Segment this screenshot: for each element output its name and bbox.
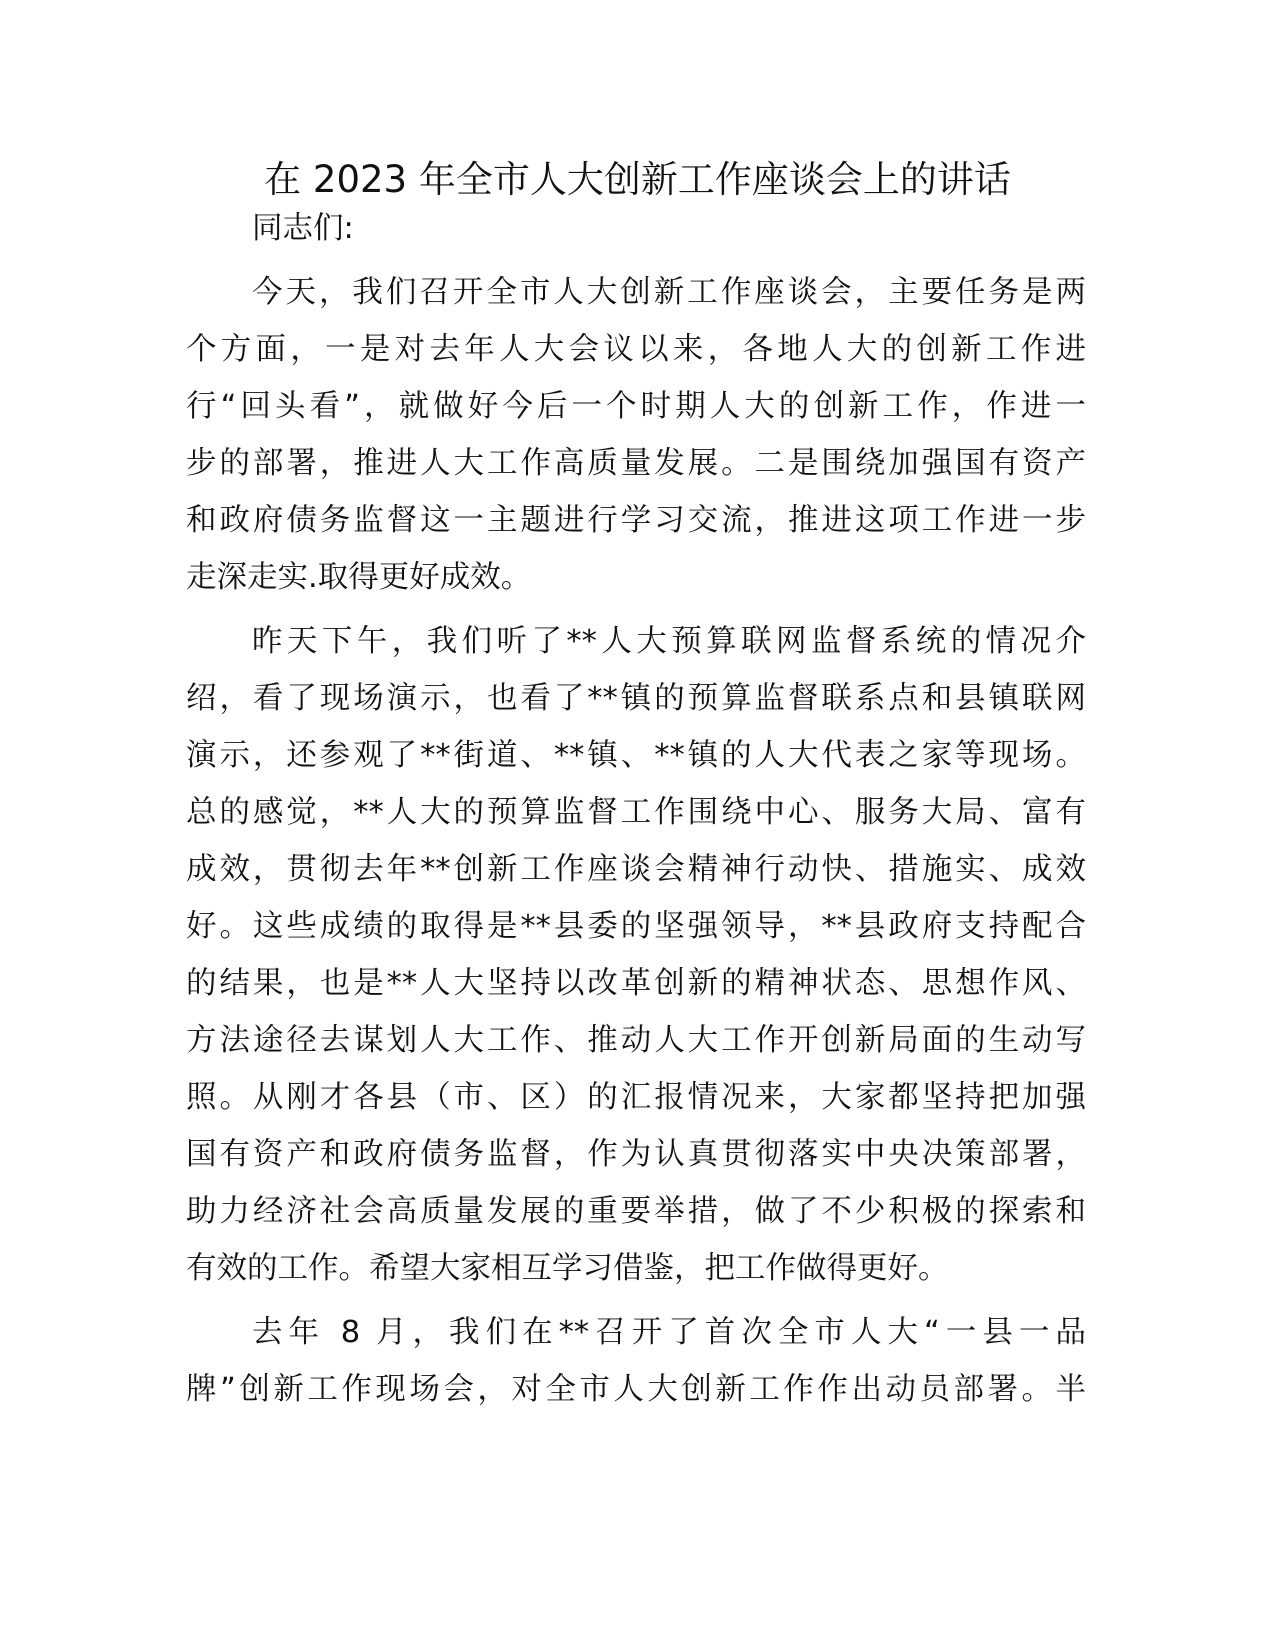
paragraph-line: 去年 8 月，我们在**召开了首次全市人大“一县一品 xyxy=(252,1315,1086,1350)
paragraph-line: 国有资产和政府债务监督，作为认真贯彻落实中央决策部署， xyxy=(186,1137,1086,1172)
document-body xyxy=(186,200,1086,1425)
paragraph-line: 今天，我们召开全市人大创新工作座谈会，主要任务是两 xyxy=(252,275,1086,310)
paragraph-line: 走深走实.取得更好成效。 xyxy=(186,560,532,595)
paragraph-line: 助力经济社会高质量发展的重要举措，做了不少积极的探索和 xyxy=(186,1194,1086,1229)
paragraph-line: 绍，看了现场演示，也看了**镇的预算监督联系点和县镇联网 xyxy=(186,681,1086,716)
paragraph-line: 成效，贯彻去年**创新工作座谈会精神行动快、措施实、成效 xyxy=(186,852,1086,887)
paragraph-line: 照。从刚才各县（市、区）的汇报情况来，大家都坚持把加强 xyxy=(186,1080,1086,1115)
paragraph-line: 好。这些成绩的取得是**县委的坚强领导，**县政府支持配合 xyxy=(186,909,1086,944)
paragraph-line: 步的部署，推进人大工作高质量发展。二是围绕加强国有资产 xyxy=(186,446,1086,481)
paragraph-line: 牌”创新工作现场会，对全市人大创新工作作出动员部署。半 xyxy=(186,1372,1086,1407)
paragraph-line: 演示，还参观了**街道、**镇、**镇的人大代表之家等现场。 xyxy=(186,738,1086,773)
paragraph-1 xyxy=(186,264,1086,606)
paragraph-line: 的结果，也是**人大坚持以改革创新的精神状态、思想作风、 xyxy=(186,966,1086,1001)
paragraph-line: 个方面，一是对去年人大会议以来，各地人大的创新工作进 xyxy=(186,332,1086,367)
paragraph-line: 总的感觉，**人大的预算监督工作围绕中心、服务大局、富有 xyxy=(186,795,1086,830)
paragraph-line: 有效的工作。希望大家相互学习借鉴，把工作做得更好。 xyxy=(186,1251,949,1286)
salutation-paragraph xyxy=(186,200,1086,257)
paragraph-line: 昨天下午，我们听了**人大预算联网监督系统的情况介 xyxy=(252,624,1086,659)
paragraph-line: 方法途径去谋划人大工作、推动人大工作开创新局面的生动写 xyxy=(186,1023,1086,1058)
paragraph-2 xyxy=(186,613,1086,1297)
paragraph-line: 和政府债务监督这一主题进行学习交流，推进这项工作进一步 xyxy=(186,503,1086,538)
salutation: 同志们: xyxy=(252,211,354,246)
document-title: 在 2023 年全市人大创新工作座谈会上的讲话 xyxy=(264,158,1011,201)
paragraph-3 xyxy=(186,1304,1086,1418)
paragraph-line: 行“回头看”，就做好今后一个时期人大的创新工作，作进一 xyxy=(186,389,1086,424)
